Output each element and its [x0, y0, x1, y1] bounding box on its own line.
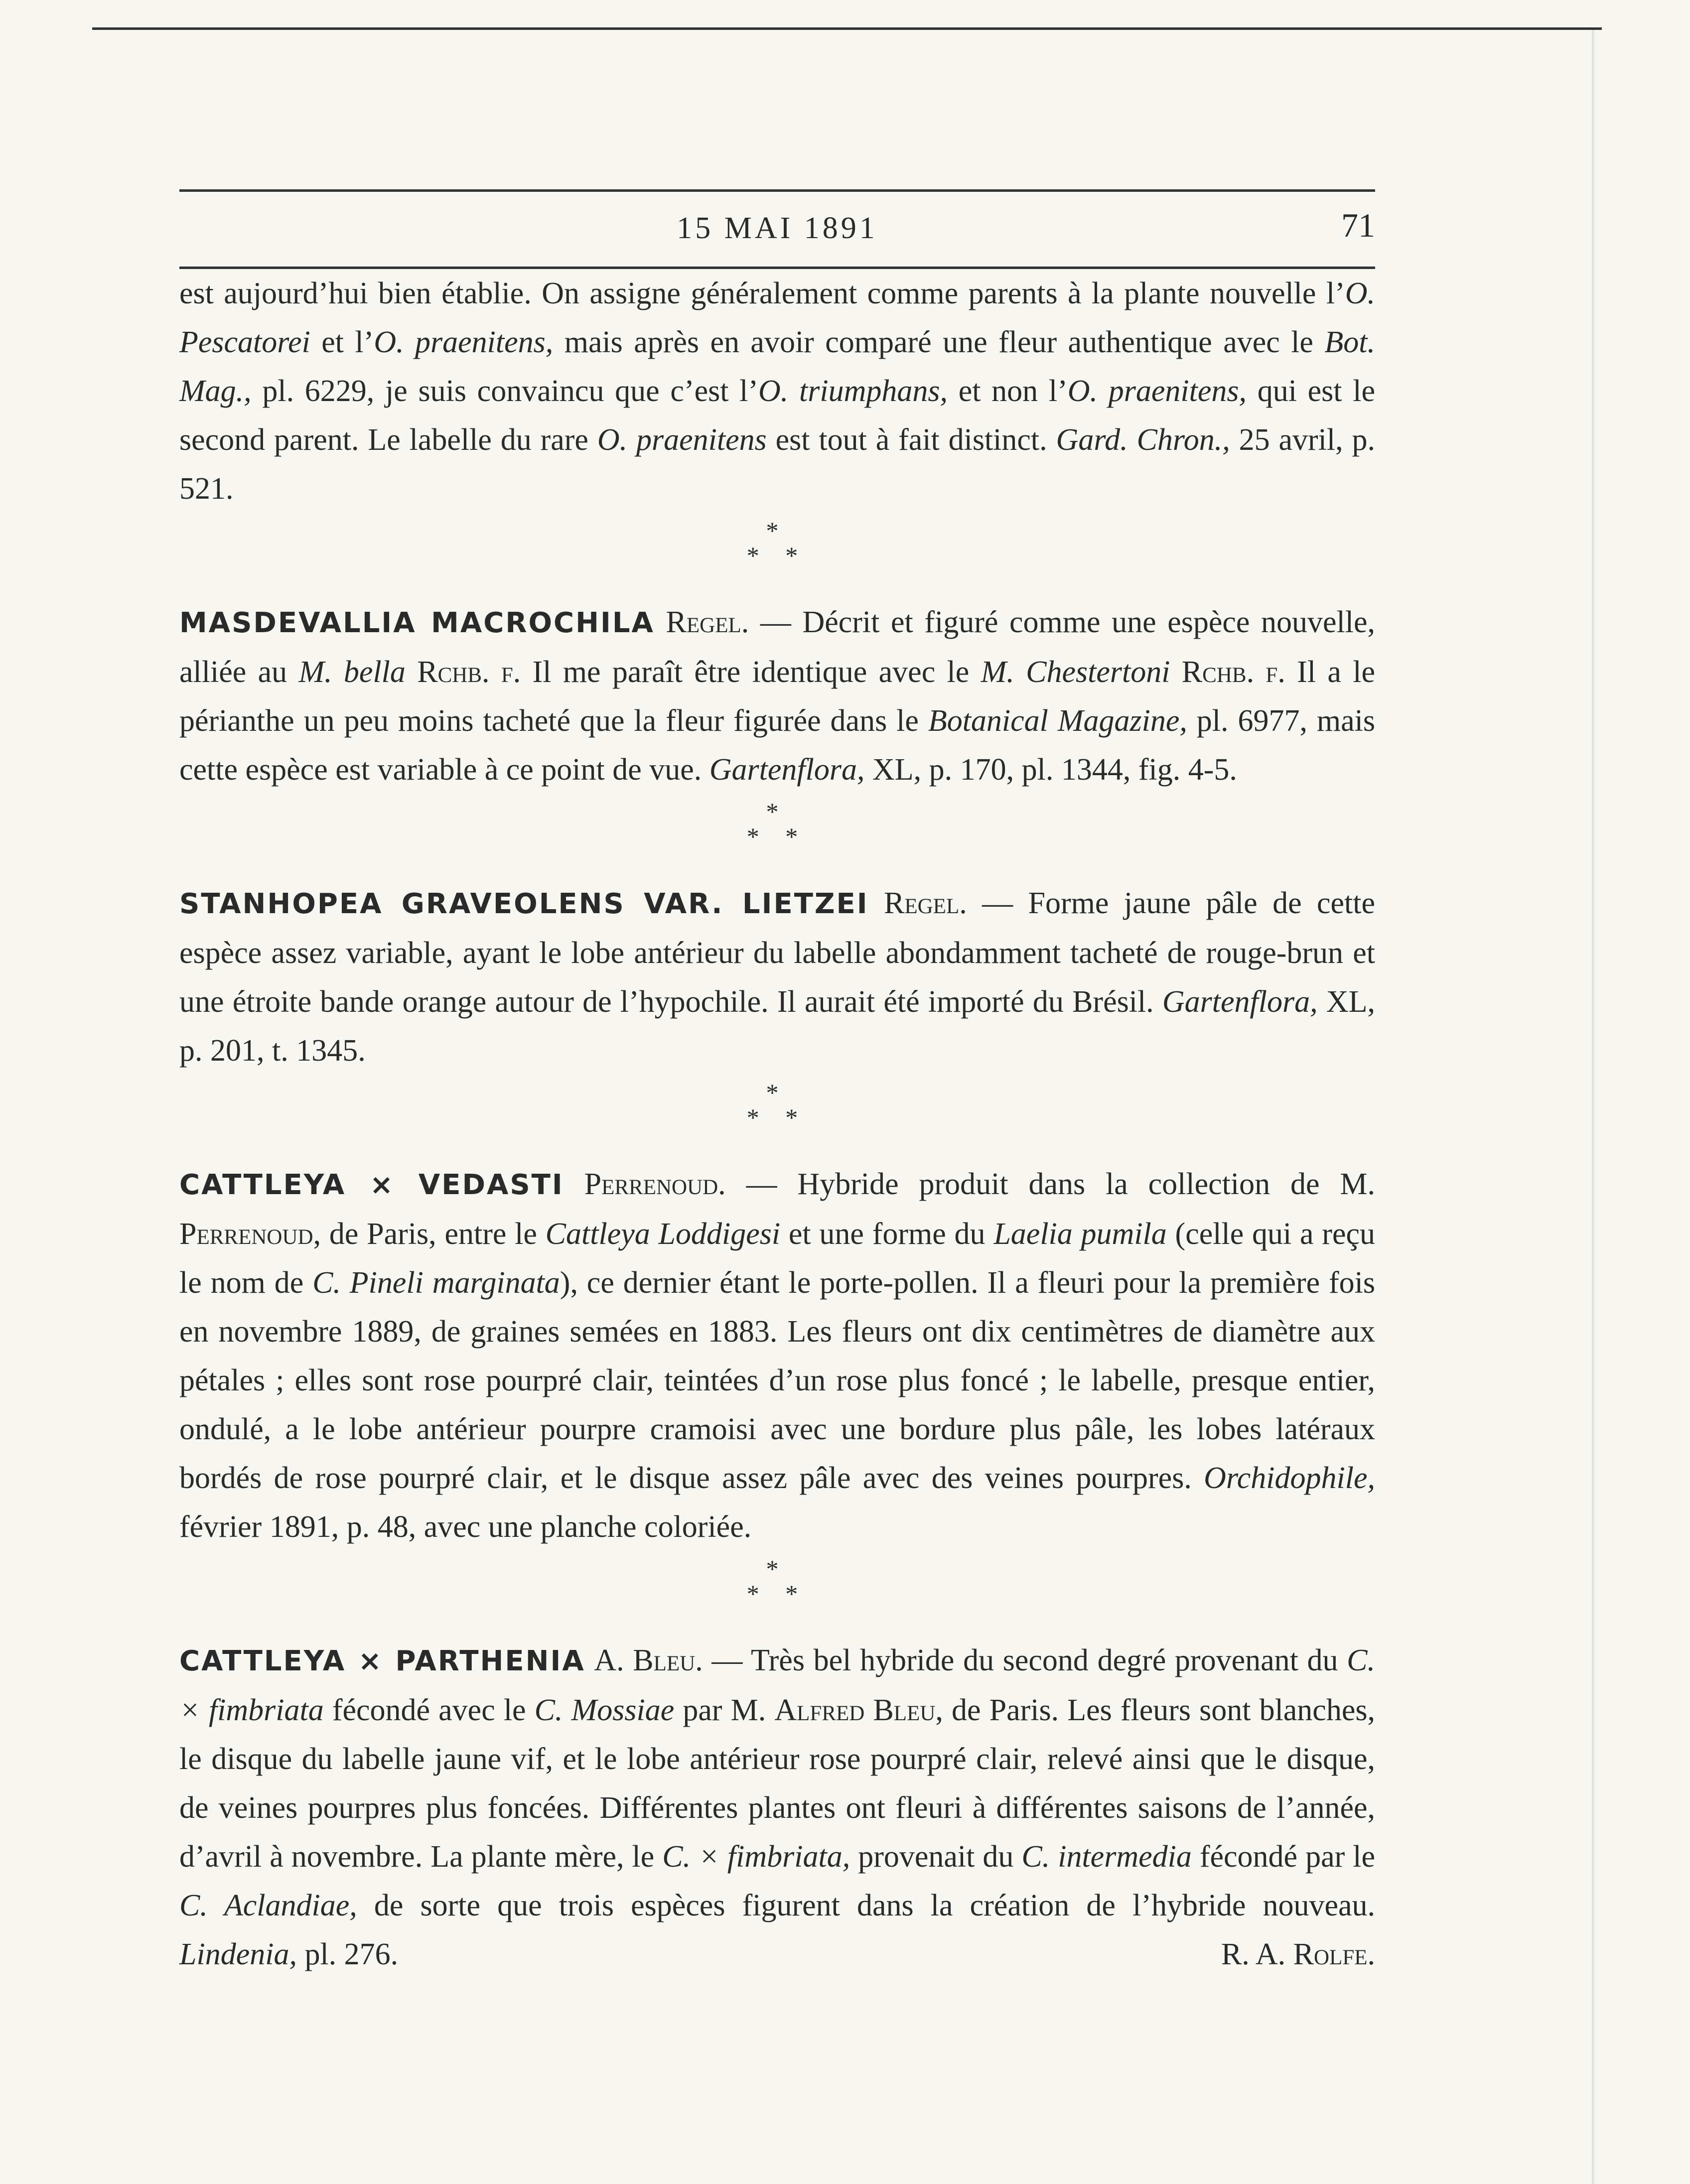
text: fécondé avec le [323, 1693, 535, 1727]
running-header [179, 189, 1375, 269]
text: provenait du [850, 1840, 1022, 1874]
asterism-bottom: * * [746, 1580, 808, 1608]
text: (celle qui a reçu le nom de [179, 1217, 1375, 1300]
page-number: 71 [1341, 206, 1375, 244]
text: février 1891, p. 48, avec une planche coloriée. [179, 1510, 752, 1544]
citation-title: Gartenflora, [709, 753, 865, 787]
author-signature: R. A. Rolfe. [1221, 1937, 1375, 1971]
species-name: M. bella [298, 655, 406, 689]
asterism-top: * [766, 798, 789, 825]
species-name: C. Aclandiae, [179, 1889, 357, 1922]
text: fécondé par le [1191, 1840, 1375, 1874]
asterism-bottom: * * [746, 822, 808, 850]
text: — Forme jaune pâle de cette espèce assez variable, ayant le lobe antérieur du labelle abondamment tacheté de rouge-brun et une étroite bande orange autour de l’hypochile. Il aurait été importé du Brésil. [179, 886, 1375, 1019]
citation-title: Gartenflora, [1162, 985, 1318, 1019]
citation-title: Orchidophile, [1204, 1461, 1375, 1495]
text: mais après en avoir comparé une fleur authentique avec le [553, 325, 1325, 359]
species-name: O. praenitens [597, 423, 767, 457]
asterism-top: * [766, 1555, 789, 1583]
entry-author: A. Bleu. [594, 1643, 703, 1677]
text: pl. 276. [296, 1937, 399, 1971]
asterism-separator [179, 794, 1375, 879]
entry-cattleya-vedasti [179, 1160, 1375, 1551]
page [179, 189, 1375, 1979]
entry-masdevallia [179, 598, 1375, 794]
article-body [179, 269, 1375, 1979]
text: XL, p. 170, pl. 1344, fig. 4-5. [864, 753, 1237, 787]
species-name: C. × fimbriata [179, 1643, 1376, 1727]
citation-title: Bot. Mag., [179, 325, 1375, 408]
asterism-separator [179, 1075, 1375, 1160]
text: est tout à fait distinct. [766, 423, 1056, 457]
entry-heading: STANHOPEA GRAVEOLENS VAR. LIETZEI [179, 888, 869, 920]
text: XL, p. 201, t. 1345. [179, 985, 1376, 1068]
text: et une forme du [780, 1217, 994, 1251]
species-name: O. Pescatorei [179, 276, 1375, 359]
asterism-separator [179, 513, 1375, 598]
asterism-separator [179, 1551, 1375, 1636]
species-name: O. praenitens, [374, 325, 554, 359]
text: Il a le périanthe un peu moins tacheté que la fleur figurée dans le [179, 655, 1375, 738]
scan-border-right [1592, 30, 1595, 2184]
text: , de Paris. Les fleurs sont blanches, le disque du labelle jaune vif, et le lobe antérieur rose pourpré clair, relevé ainsi que le disque, de veines pourpres plus foncées. Différentes plantes ont fleuri à différentes saisons de l’année, d’avril à novembre. La plante mère, le [179, 1693, 1375, 1874]
species-name: C. intermedia [1021, 1840, 1192, 1874]
asterism-top: * [766, 517, 789, 545]
text: — Hybride produit dans la collection de M. [725, 1167, 1375, 1201]
entry-cattleya-parthenia [179, 1636, 1375, 1979]
entry-heading: CATTLEYA × VEDASTI [179, 1169, 564, 1201]
text: ), ce dernier étant le porte-pollen. Il a fleuri pour la première fois en novembre 1889, de graines semées en 1883. Les fleurs ont dix centimètres de diamètre aux pétales ; elles sont rose pourpré clair, teintées d’un rose plus foncé ; le labelle, presque entier, ondulé, a le lobe antérieur pourpre cramoisi avec une bordure plus pâle, les lobes latéraux bordés de rose pourpré clair, et le disque assez pâle avec des veines pourpres. [179, 1266, 1375, 1495]
entry-author: Regel. [884, 886, 967, 920]
species-name: M. Chestertoni [981, 655, 1170, 689]
citation-title: Lindenia, [179, 1937, 297, 1971]
text: et non l’ [948, 374, 1068, 408]
entry-author: Perrenoud. [584, 1167, 726, 1201]
person-name: Alfred Bleu [774, 1693, 936, 1727]
intro-paragraph [179, 269, 1375, 513]
text: Il me paraît être identique avec le [521, 655, 981, 689]
header-date: 15 MAI 1891 [677, 211, 878, 245]
text: 25 avril, p. 521. [179, 423, 1375, 506]
entry-author: Regel. [666, 605, 749, 639]
author-abbrev: Rchb. f. [1170, 655, 1285, 689]
species-name: Laelia pumila [993, 1217, 1167, 1251]
text: — Très bel hybride du second degré provenant du [703, 1643, 1347, 1677]
person-name: Perrenoud [179, 1217, 313, 1251]
species-name: O. triumphans, [758, 374, 948, 408]
asterism-top: * [766, 1079, 789, 1106]
author-abbrev: Rchb. f. [405, 655, 521, 689]
entry-heading: CATTLEYA × PARTHENIA [179, 1645, 585, 1677]
species-name: Cattleya Loddigesi [545, 1217, 781, 1251]
text: pl. 6977, mais cette espèce est variable à ce point de vue. [179, 704, 1375, 787]
species-name: C. Mossiae [534, 1693, 675, 1727]
text: de sorte que trois espèces figurent dans la création de l’hybride nouveau. [357, 1889, 1375, 1922]
species-name: O. praenitens, [1067, 374, 1247, 408]
text: est aujourd’hui bien établie. On assigne généralement comme parents à la plante nouvelle l’ [179, 276, 1345, 310]
text: — Décrit et figuré comme une espèce nouvelle, alliée au [179, 605, 1376, 689]
asterism-bottom: * * [746, 1103, 808, 1131]
text: et l’ [310, 325, 374, 359]
species-name: C. Pineli marginata [312, 1266, 560, 1300]
text: pl. 6229, je suis convaincu que c’est l’ [251, 374, 759, 408]
text: qui est le second parent. Le labelle du rare [179, 374, 1375, 457]
species-name: C. × fimbriata, [662, 1840, 850, 1874]
entry-heading: MASDEVALLIA MACROCHILA [179, 607, 655, 639]
citation-title: Botanical Magazine, [928, 704, 1187, 738]
text: , de Paris, entre le [313, 1217, 546, 1251]
scan-border-top [92, 27, 1602, 30]
entry-stanhopea [179, 879, 1375, 1075]
citation-title: Gard. Chron., [1056, 423, 1230, 457]
asterism-bottom: * * [746, 542, 808, 569]
text: par M. [674, 1693, 775, 1727]
